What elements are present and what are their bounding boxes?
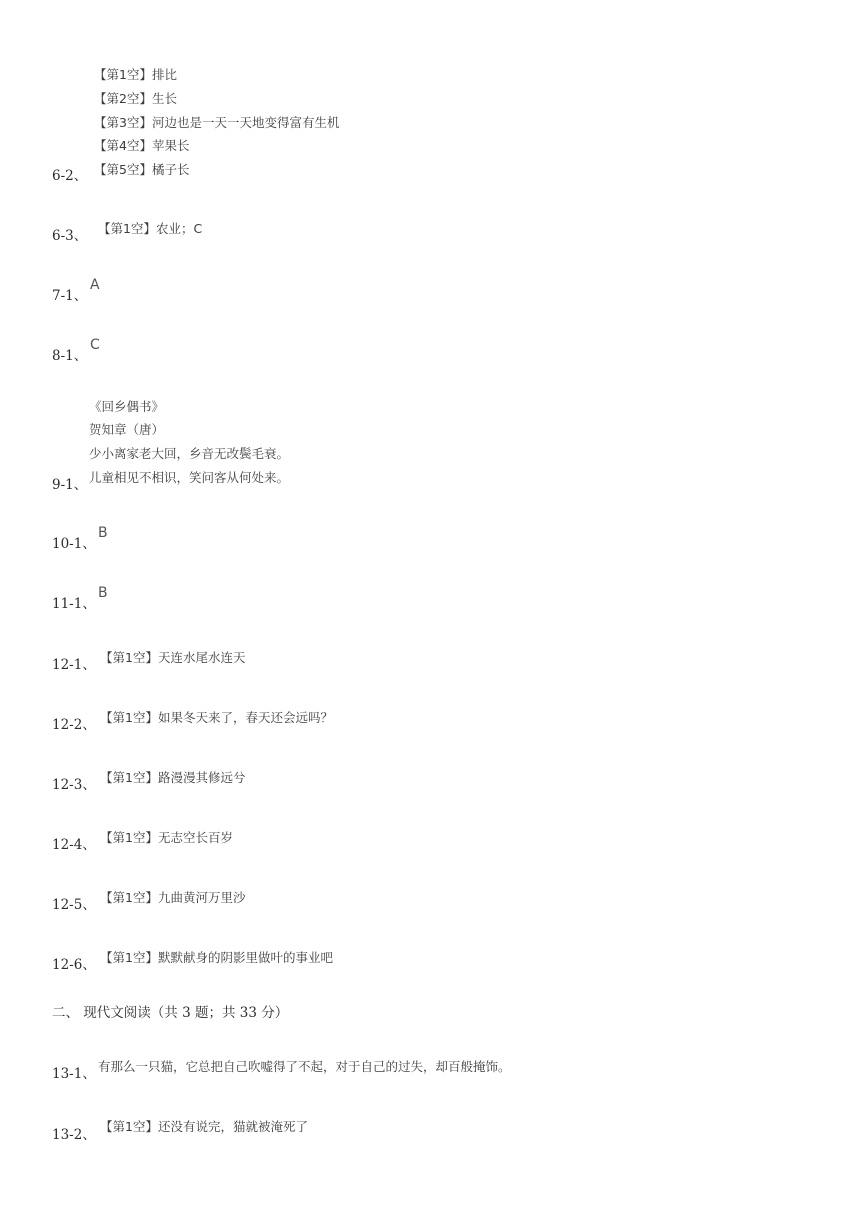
answer-line: 【第1空】如果冬天来了，春天还会远吗？: [100, 710, 333, 725]
question-number: 6-3、: [52, 228, 88, 244]
question-number: 9-1、: [52, 477, 88, 493]
answer-line: 【第1空】天连水尾水连天: [100, 650, 246, 665]
question-number: 11-1、: [52, 596, 96, 612]
answer-line: B: [98, 585, 108, 601]
question-number: 13-1、: [52, 1066, 96, 1082]
answer-line: B: [98, 525, 108, 541]
answer-line: C: [90, 337, 100, 353]
question-number: 12-6、: [52, 957, 96, 973]
section-heading: 二、 现代文阅读（共 3 题；共 33 分）: [52, 1005, 289, 1021]
question-number: 6-2、: [52, 168, 88, 184]
answer-line: 有那么一只猫，它总把自己吹嘘得了不起，对于自己的过失，却百般掩饰。: [98, 1059, 511, 1074]
question-number: 12-3、: [52, 777, 96, 793]
answer-line: 【第1空】排比: [94, 67, 177, 82]
question-number: 12-1、: [52, 657, 96, 673]
answer-line: 【第2空】生长: [94, 91, 177, 106]
answer-line: 少小离家老大回，乡音无改鬓毛衰。: [89, 446, 290, 461]
answer-line: 【第1空】路漫漫其修远兮: [100, 770, 246, 785]
answer-line: 儿童相见不相识，笑问客从何处来。: [89, 470, 290, 485]
question-number: 12-2、: [52, 717, 96, 733]
answer-line: 【第1空】默默献身的阴影里做叶的事业吧: [100, 950, 333, 965]
answer-line: 《回乡偶书》: [89, 399, 165, 414]
answer-line: A: [90, 277, 100, 293]
answer-line: 【第3空】河边也是一天一天地变得富有生机: [94, 115, 340, 130]
answer-line: 【第1空】九曲黄河万里沙: [100, 890, 246, 905]
answer-line: 【第1空】还没有说完，猫就被淹死了: [100, 1119, 308, 1134]
question-number: 12-4、: [52, 837, 96, 853]
answer-line: 【第5空】橘子长: [94, 162, 190, 177]
answer-line: 贺知章（唐）: [89, 422, 165, 437]
answer-line: 【第1空】农业；C: [98, 221, 203, 236]
answer-line: 【第4空】苹果长: [94, 138, 190, 153]
question-number: 8-1、: [52, 348, 88, 364]
question-number: 12-5、: [52, 897, 96, 913]
question-number: 7-1、: [52, 288, 88, 304]
question-number: 13-2、: [52, 1127, 96, 1143]
answer-line: 【第1空】无志空长百岁: [100, 830, 233, 845]
question-number: 10-1、: [52, 536, 96, 552]
